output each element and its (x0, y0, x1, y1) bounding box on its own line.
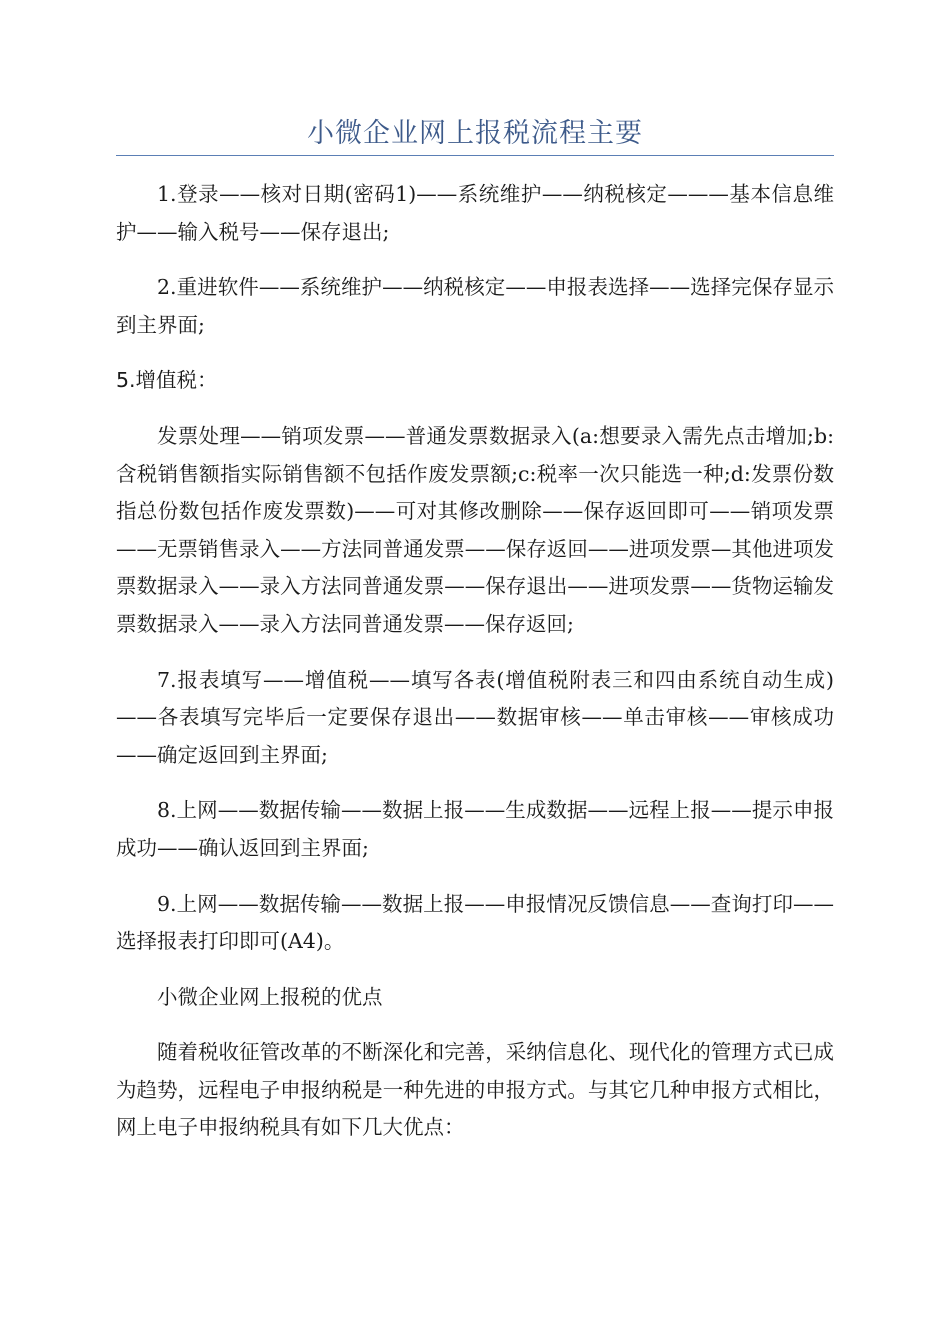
section-heading: 5.增值税： (116, 368, 218, 393)
body-paragraph: 2.重进软件——系统维护——纳税核定——申报表选择——选择完保存显示到主界面; (116, 275, 834, 337)
body-paragraph: 1.登录——核对日期(密码1)——系统维护——纳税核定———基本信息维护——输入税号——保存退出; (116, 182, 834, 244)
document-body (116, 176, 834, 1165)
body-paragraph: 小微企业网上报税的优点 (157, 984, 383, 1009)
document-title: 小微企业网上报税流程主要 (307, 118, 643, 149)
body-paragraph: 随着税收征管改革的不断深化和完善，采纳信息化、现代化的管理方式已成为趋势，远程电子申报纳税是一种先进的申报方式。与其它几种申报方式相比，网上电子申报纳税具有如下几大优点： (116, 1040, 834, 1140)
title-underline (116, 155, 834, 156)
body-paragraph: 7.报表填写——增值税——填写各表(增值税附表三和四由系统自动生成)——各表填写完毕后一定要保存退出——数据审核——单击审核——审核成功——确定返回到主界面; (116, 667, 834, 767)
body-paragraph: 发票处理——销项发票——普通发票数据录入(a:想要录入需先点击增加;b:含税销售额指实际销售额不包括作废发票额;c:税率一次只能选一种;d:发票份数指总份数包括作废发票数)——可对其修改删除——保存返回即可——销项发票——无票销售录入——方法同普通发票——保存返回——进项发票—其他进项发票数据录入——录入方法同普通发票——保存退出——进项发票——货物运输发票数据录入——录入方法同普通发票——保存返回; (116, 423, 834, 636)
body-paragraph: 8.上网——数据传输——数据上报——生成数据——远程上报——提示申报成功——确认返回到主界面; (116, 798, 834, 860)
body-paragraph: 9.上网——数据传输——数据上报——申报情况反馈信息——查询打印——选择报表打印即可(A4)。 (116, 891, 834, 954)
